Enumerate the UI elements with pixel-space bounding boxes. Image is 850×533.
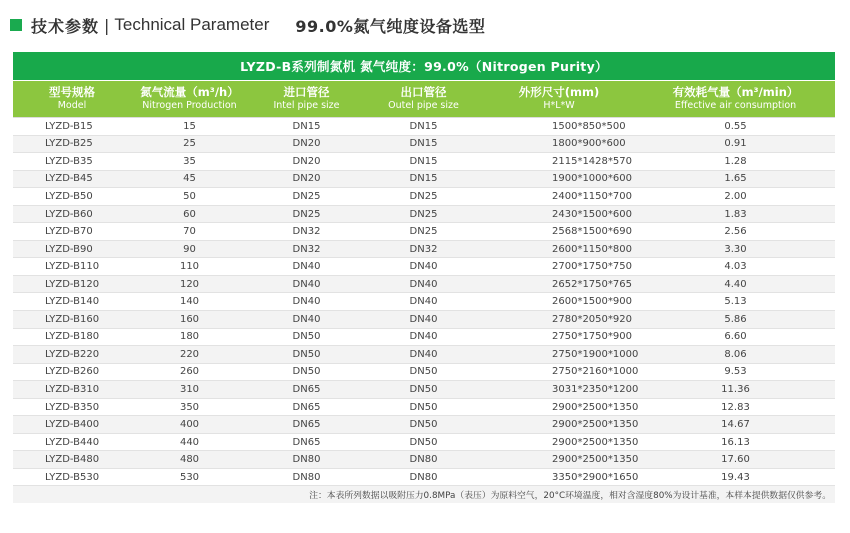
table-row	[13, 329, 835, 347]
cell-model: LYZD-B70	[45, 226, 93, 238]
cell-air-consumption: 2.56	[724, 226, 747, 238]
cell-outlet-pipe: DN25	[409, 226, 438, 238]
cell-outlet-pipe: DN80	[409, 471, 438, 483]
cell-inlet-pipe: DN20	[292, 155, 321, 167]
cell-model: LYZD-B15	[45, 120, 93, 132]
column-header-dimensions	[482, 81, 636, 117]
cell-outlet-pipe: DN50	[409, 436, 438, 448]
cell-dimensions: 2900*2500*1350	[552, 419, 639, 431]
table-row	[13, 293, 835, 311]
cell-inlet-pipe: DN65	[292, 383, 321, 395]
table-row	[13, 136, 835, 154]
cell-dimensions: 2750*1900*1000	[552, 348, 639, 360]
table-footnote: 注：本表所列数据以吸附压力0.8MPa（表压）为原料空气，20°C环境温度，相对含湿度80%为设计基准，本样本提供数据仅供参考。	[13, 486, 835, 503]
cell-model: LYZD-B530	[45, 471, 100, 483]
cell-model: LYZD-B220	[45, 348, 100, 360]
cell-air-consumption: 19.43	[721, 471, 750, 483]
column-header-en: Model	[57, 100, 87, 111]
cell-outlet-pipe: DN25	[409, 190, 438, 202]
cell-model: LYZD-B35	[45, 155, 93, 167]
parameter-table	[13, 52, 835, 503]
cell-inlet-pipe: DN40	[292, 296, 321, 308]
cell-outlet-pipe: DN40	[409, 348, 438, 360]
table-body	[13, 117, 835, 486]
cell-nitrogen-flow: 25	[183, 138, 196, 150]
cell-air-consumption: 12.83	[721, 401, 750, 413]
section-title-cn: 技术参数	[31, 16, 100, 36]
cell-inlet-pipe: DN50	[292, 331, 321, 343]
table-row	[13, 434, 835, 452]
cell-dimensions: 2652*1750*765	[552, 278, 632, 290]
cell-model: LYZD-B180	[45, 331, 100, 343]
table-row	[13, 451, 835, 469]
cell-nitrogen-flow: 90	[183, 243, 196, 255]
cell-air-consumption: 1.83	[724, 208, 747, 220]
cell-dimensions: 1800*900*600	[552, 138, 626, 150]
cell-model: LYZD-B50	[45, 190, 93, 202]
table-banner: LYZD-B系列制氮机 氮气纯度：99.0%（Nitrogen Purity）	[13, 52, 835, 80]
table-row	[13, 381, 835, 399]
cell-air-consumption: 2.00	[724, 190, 747, 202]
cell-air-consumption: 5.86	[724, 313, 747, 325]
cell-outlet-pipe: DN40	[409, 331, 438, 343]
cell-inlet-pipe: DN50	[292, 348, 321, 360]
table-row	[13, 364, 835, 382]
cell-nitrogen-flow: 45	[183, 173, 196, 185]
cell-outlet-pipe: DN40	[409, 313, 438, 325]
table-row	[13, 206, 835, 224]
cell-outlet-pipe: DN40	[409, 296, 438, 308]
cell-inlet-pipe: DN25	[292, 208, 321, 220]
section-header	[10, 11, 485, 39]
cell-model: LYZD-B60	[45, 208, 93, 220]
column-header-model	[13, 81, 131, 117]
cell-nitrogen-flow: 400	[179, 419, 200, 431]
cell-model: LYZD-B260	[45, 366, 100, 378]
table-row	[13, 223, 835, 241]
cell-outlet-pipe: DN25	[409, 208, 438, 220]
cell-air-consumption: 6.60	[724, 331, 747, 343]
column-header-en: Nitrogen Production	[142, 100, 237, 111]
cell-nitrogen-flow: 15	[183, 120, 196, 132]
table-row	[13, 171, 835, 189]
cell-inlet-pipe: DN32	[292, 226, 321, 238]
cell-air-consumption: 3.30	[724, 243, 747, 255]
cell-model: LYZD-B310	[45, 383, 100, 395]
cell-air-consumption: 16.13	[721, 436, 750, 448]
cell-model: LYZD-B400	[45, 419, 100, 431]
table-row	[13, 311, 835, 329]
column-header-cn: 出口管径	[400, 85, 447, 99]
cell-air-consumption: 14.67	[721, 419, 750, 431]
cell-dimensions: 1900*1000*600	[552, 173, 632, 185]
cell-model: LYZD-B440	[45, 436, 100, 448]
cell-inlet-pipe: DN65	[292, 436, 321, 448]
cell-inlet-pipe: DN65	[292, 419, 321, 431]
cell-dimensions: 2750*2160*1000	[552, 366, 639, 378]
table-row	[13, 416, 835, 434]
cell-nitrogen-flow: 350	[179, 401, 200, 413]
cell-air-consumption: 1.28	[724, 155, 747, 167]
cell-model: LYZD-B160	[45, 313, 100, 325]
column-header-en: Outel pipe size	[388, 100, 459, 111]
cell-inlet-pipe: DN65	[292, 401, 321, 413]
cell-nitrogen-flow: 70	[183, 226, 196, 238]
cell-dimensions: 2430*1500*600	[552, 208, 632, 220]
cell-dimensions: 2900*2500*1350	[552, 454, 639, 466]
cell-dimensions: 2700*1750*750	[552, 261, 632, 273]
cell-nitrogen-flow: 120	[179, 278, 200, 290]
cell-model: LYZD-B45	[45, 173, 93, 185]
cell-nitrogen-flow: 35	[183, 155, 196, 167]
cell-nitrogen-flow: 310	[179, 383, 200, 395]
cell-nitrogen-flow: 110	[179, 261, 200, 273]
cell-model: LYZD-B90	[45, 243, 93, 255]
table-row	[13, 469, 835, 487]
cell-model: LYZD-B480	[45, 454, 100, 466]
table-row	[13, 276, 835, 294]
cell-air-consumption: 1.65	[724, 173, 747, 185]
cell-air-consumption: 4.40	[724, 278, 747, 290]
cell-air-consumption: 17.60	[721, 454, 750, 466]
cell-dimensions: 2900*2500*1350	[552, 436, 639, 448]
cell-model: LYZD-B120	[45, 278, 100, 290]
cell-air-consumption: 5.13	[724, 296, 747, 308]
cell-dimensions: 2600*1500*900	[552, 296, 632, 308]
column-header-en: Intel pipe size	[273, 100, 340, 111]
column-header-en: H*L*W	[543, 100, 575, 111]
cell-inlet-pipe: DN20	[292, 138, 321, 150]
cell-inlet-pipe: DN15	[292, 120, 321, 132]
cell-nitrogen-flow: 50	[183, 190, 196, 202]
table-row	[13, 188, 835, 206]
cell-dimensions: 2115*1428*570	[552, 155, 632, 167]
column-header-inlet-pipe	[248, 81, 365, 117]
cell-nitrogen-flow: 180	[179, 331, 200, 343]
cell-outlet-pipe: DN40	[409, 278, 438, 290]
table-row	[13, 153, 835, 171]
cell-nitrogen-flow: 220	[179, 348, 200, 360]
cell-outlet-pipe: DN15	[409, 120, 438, 132]
cell-air-consumption: 9.53	[724, 366, 747, 378]
cell-model: LYZD-B140	[45, 296, 100, 308]
column-header-cn: 氮气流量（m³/h）	[140, 85, 239, 99]
purity-selection-title: 99.0%氮气纯度设备选型	[295, 16, 486, 36]
column-header-cn: 外形尺寸(mm)	[518, 85, 600, 99]
cell-inlet-pipe: DN25	[292, 190, 321, 202]
column-header-cn: 型号规格	[49, 85, 95, 99]
cell-dimensions: 2780*2050*920	[552, 313, 632, 325]
column-header-cn: 进口管径	[283, 85, 330, 99]
cell-dimensions: 2900*2500*1350	[552, 401, 639, 413]
cell-inlet-pipe: DN20	[292, 173, 321, 185]
cell-outlet-pipe: DN15	[409, 155, 438, 167]
cell-dimensions: 2600*1150*800	[552, 243, 632, 255]
cell-outlet-pipe: DN40	[409, 261, 438, 273]
column-header-nitrogen-flow	[131, 81, 248, 117]
column-header-air-consumption	[636, 81, 835, 117]
cell-air-consumption: 0.91	[724, 138, 747, 150]
cell-dimensions: 3350*2900*1650	[552, 471, 639, 483]
table-row	[13, 346, 835, 364]
table-row	[13, 258, 835, 276]
cell-nitrogen-flow: 480	[179, 454, 200, 466]
cell-dimensions: 1500*850*500	[552, 120, 626, 132]
cell-outlet-pipe: DN50	[409, 383, 438, 395]
cell-nitrogen-flow: 160	[179, 313, 200, 325]
cell-inlet-pipe: DN40	[292, 261, 321, 273]
cell-inlet-pipe: DN80	[292, 471, 321, 483]
green-square-icon	[10, 19, 22, 31]
column-header-outlet-pipe	[365, 81, 482, 117]
cell-dimensions: 2400*1150*700	[552, 190, 632, 202]
section-title-en: Technical Parameter	[114, 15, 270, 34]
cell-dimensions: 3031*2350*1200	[552, 383, 639, 395]
table-row	[13, 118, 835, 136]
cell-air-consumption: 4.03	[724, 261, 747, 273]
table-row	[13, 399, 835, 417]
column-header-cn: 有效耗气量（m³/min）	[672, 85, 799, 99]
cell-outlet-pipe: DN15	[409, 173, 438, 185]
cell-model: LYZD-B110	[45, 261, 100, 273]
cell-outlet-pipe: DN80	[409, 454, 438, 466]
title-separator: |	[104, 15, 110, 35]
cell-outlet-pipe: DN32	[409, 243, 438, 255]
cell-nitrogen-flow: 60	[183, 208, 196, 220]
cell-model: LYZD-B25	[45, 138, 93, 150]
cell-dimensions: 2568*1500*690	[552, 226, 632, 238]
cell-nitrogen-flow: 440	[179, 436, 200, 448]
cell-nitrogen-flow: 530	[179, 471, 200, 483]
cell-outlet-pipe: DN15	[409, 138, 438, 150]
cell-outlet-pipe: DN50	[409, 366, 438, 378]
cell-nitrogen-flow: 260	[179, 366, 200, 378]
cell-inlet-pipe: DN32	[292, 243, 321, 255]
column-header-en: Effective air consumption	[674, 100, 797, 111]
cell-model: LYZD-B350	[45, 401, 100, 413]
cell-nitrogen-flow: 140	[179, 296, 200, 308]
cell-inlet-pipe: DN40	[292, 313, 321, 325]
table-header-row	[13, 80, 835, 117]
table-row	[13, 241, 835, 259]
cell-outlet-pipe: DN50	[409, 419, 438, 431]
cell-dimensions: 2750*1750*900	[552, 331, 632, 343]
cell-air-consumption: 11.36	[721, 383, 750, 395]
cell-inlet-pipe: DN50	[292, 366, 321, 378]
cell-air-consumption: 0.55	[724, 120, 747, 132]
cell-air-consumption: 8.06	[724, 348, 747, 360]
cell-outlet-pipe: DN50	[409, 401, 438, 413]
cell-inlet-pipe: DN80	[292, 454, 321, 466]
cell-inlet-pipe: DN40	[292, 278, 321, 290]
